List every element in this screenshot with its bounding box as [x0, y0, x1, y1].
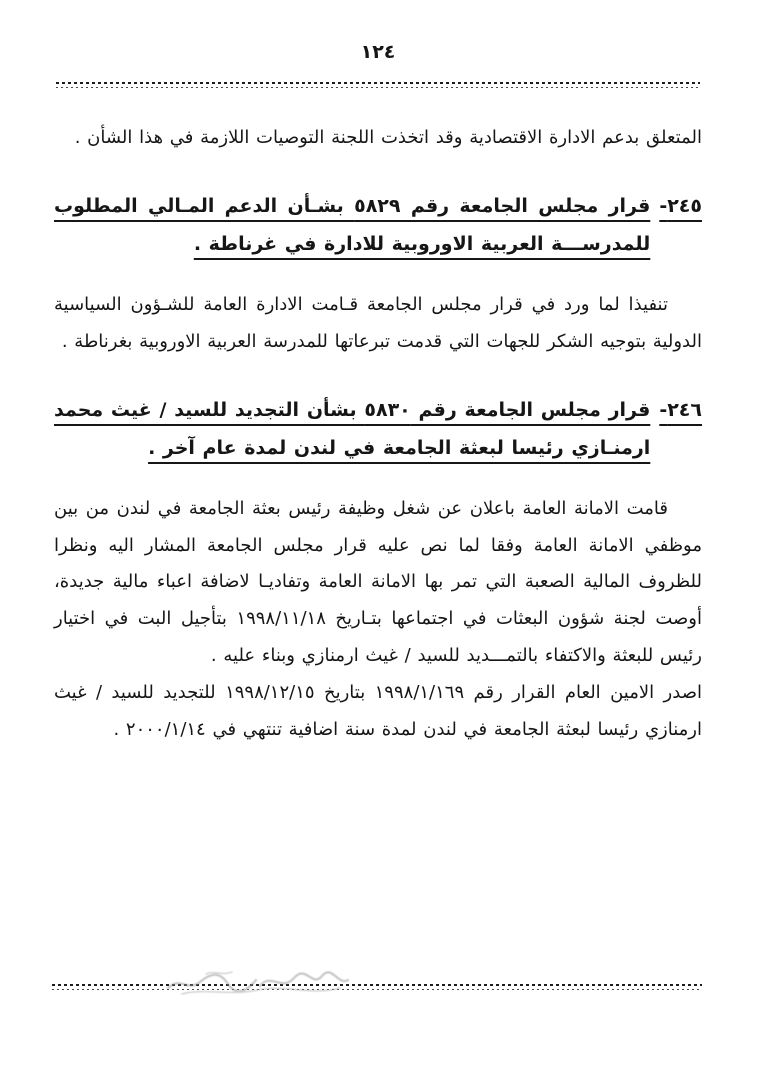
- resolution-245-number: ٢٤٥-: [659, 194, 702, 217]
- signature-stamp: [162, 962, 352, 1002]
- resolution-item-245: [54, 187, 702, 361]
- resolution-246-body-paragraph-1: قامت الامانة العامة باعلان عن شغل وظيفة رئيس بعثة الجامعة في لندن من بين موظفي الامانة العامة وفقا لما نص عليه قرار مجلس الجامعة المشار اليه ونظرا للظروف المالية الصعبة التي تمر بها الامانة العامة وتفاديـا لاضافة اعباء مالية جديدة، أوصت لجنة شؤون البعثات في اجتماعها بتـاريخ ١٩٩٨/١١/١٨ بتأجيل البت في اختيار رئيس للبعثة والاكتفاء بالتمـــديد للسيد / غيث ارمنازي وبناء عليه .: [54, 497, 702, 667]
- bottom-divider-line-thin: [52, 989, 702, 990]
- resolution-245-heading-row: [54, 187, 702, 263]
- top-divider-line-thick: [56, 82, 700, 84]
- resolution-246-number: ٢٤٦-: [659, 398, 702, 421]
- resolution-245-title: قرار مجلس الجامعة رقم ٥٨٢٩ بشـأن الدعم المـالي المطلوب للمدرســـة العربية الاوروبية للادارة في غرناطة .: [54, 194, 651, 255]
- intro-paragraph: المتعلق بدعم الادارة الاقتصادية وقد اتخذت اللجنة التوصيات اللازمة في هذا الشأن .: [74, 127, 702, 148]
- resolution-item-246: [54, 391, 702, 749]
- resolution-246-heading-row: [54, 391, 702, 467]
- bottom-divider: [52, 984, 702, 990]
- resolution-246-title: قرار مجلس الجامعة رقم ٥٨٣٠ بشأن التجديد للسيد / غيث محمد ارمنـازي رئيسا لبعثة الجامعة في لندن لمدة عام آخر .: [54, 398, 651, 459]
- resolution-246-body-paragraph-2: اصدر الامين العام القرار رقم ١٩٩٨/١/١٦٩ بتاريخ ١٩٩٨/١٢/١٥ للتجديد للسيد / غيث ارمنازي رئيسا لبعثة الجامعة في لندن لمدة سنة اضافية تنتهي في ٢٠٠٠/١/١٤ .: [54, 682, 702, 741]
- page-number: ١٢٤: [360, 41, 396, 63]
- resolution-245-body-paragraph: تنفيذا لما ورد في قرار مجلس الجامعة قـامت الادارة العامة للشـؤون السياسية الدولية بتوجيه الشكر للجهات التي قدمت تبرعاتها للمدرسة العربية الاوروبية بغرناطة .: [54, 293, 702, 352]
- top-divider-line-thin: [56, 87, 700, 88]
- bottom-divider-line-thick: [52, 984, 702, 986]
- top-divider: [56, 82, 700, 88]
